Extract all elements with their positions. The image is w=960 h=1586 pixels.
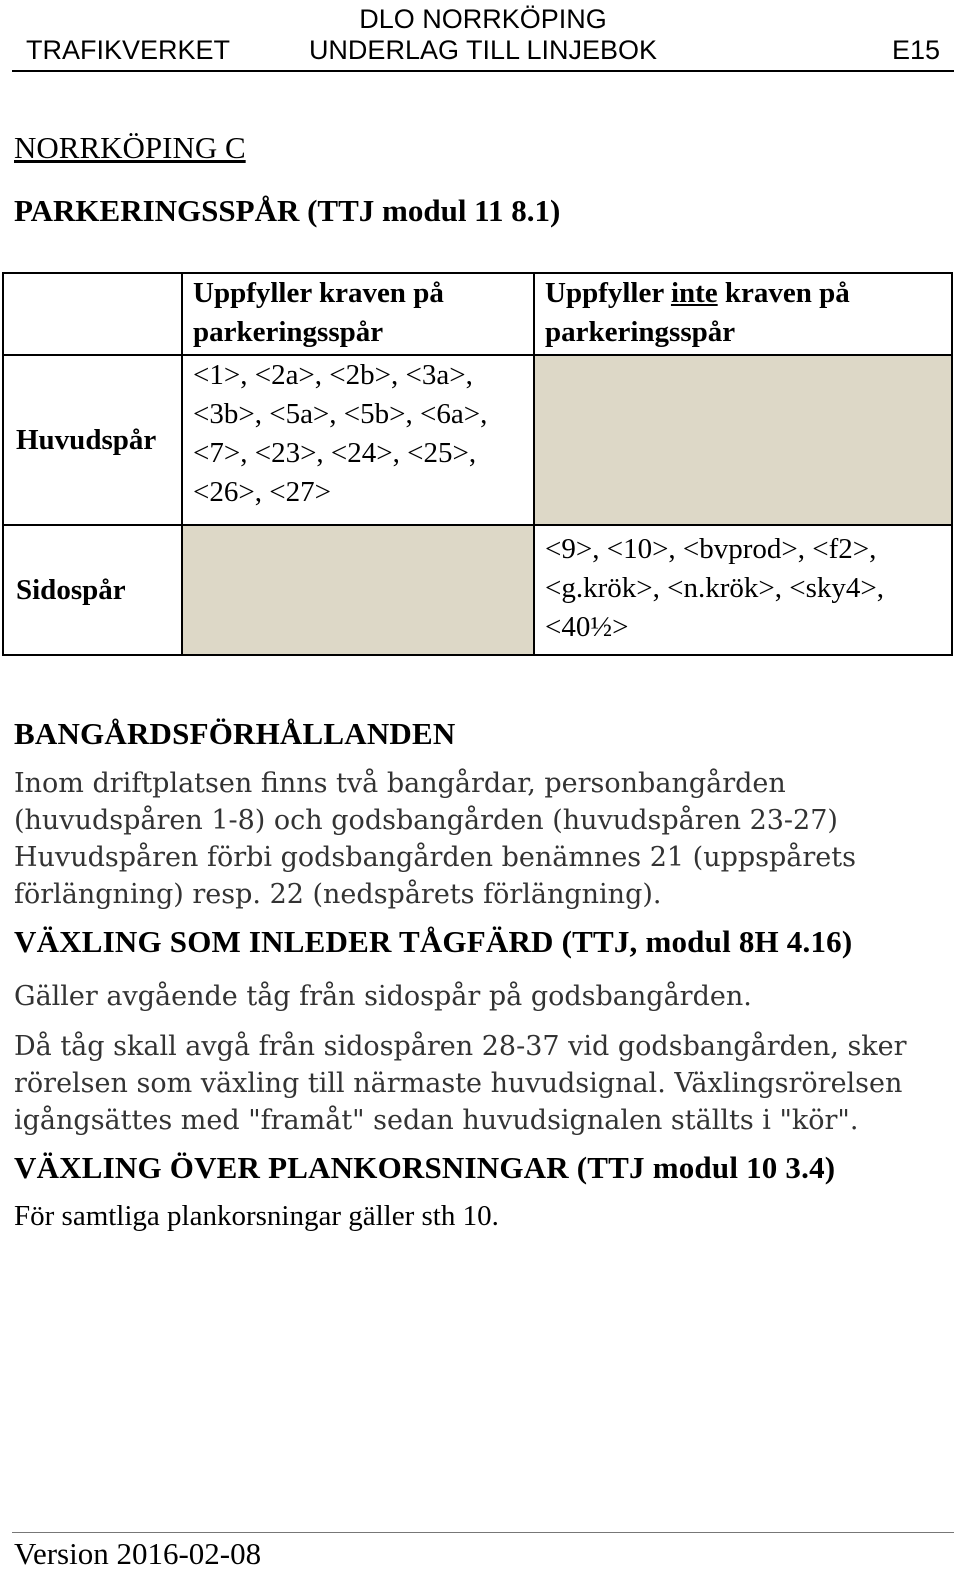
shunting-section-text-1: Gäller avgående tåg från sidospår på godsbangården. bbox=[14, 981, 752, 1012]
cell-huvudspar-meets: <1>, <2a>, <2b>, <3a>, <3b>, <5a>, <5b>, <6a>, <7>, <23>, <24>, <25>, <26>, <27> bbox=[182, 355, 534, 525]
table-row bbox=[3, 355, 952, 525]
shunting-section-text-2: Då tåg skall avgå från sidospåren 28-37 vid godsbangården, sker rörelsen som växling till närmaste huvudsignal. Växlingsrörelsen igångsättes med "framåt" sedan huvudsignalen ställts i "kör". bbox=[14, 1031, 907, 1136]
table-header-empty-cell bbox=[3, 273, 182, 355]
row-label-sidospar: Sidospår bbox=[3, 525, 182, 655]
table-row bbox=[3, 525, 952, 655]
table-header-row bbox=[3, 273, 952, 355]
header-not-meets-pre: Uppfyller bbox=[545, 277, 671, 309]
header-page-code: E15 bbox=[891, 35, 940, 65]
footer-version: Version 2016-02-08 bbox=[14, 1536, 262, 1571]
crossing-section-text: För samtliga plankorsningar gäller sth 10. bbox=[14, 1200, 499, 1232]
yard-section-title: BANGÅRDSFÖRHÅLLANDEN bbox=[14, 716, 456, 751]
footer-divider bbox=[12, 1532, 954, 1533]
parking-section-title: PARKERINGSSPÅR (TTJ modul 11 8.1) bbox=[14, 193, 561, 228]
cell-sidospar-meets bbox=[182, 525, 534, 655]
header-org-line: DLO NORRKÖPING bbox=[359, 4, 607, 34]
header-not-meets-requirements bbox=[534, 273, 952, 355]
page-header bbox=[12, 0, 954, 72]
shunting-section-title: VÄXLING SOM INLEDER TÅGFÄRD (TTJ, modul 8H 4.16) bbox=[14, 924, 853, 959]
header-not-meets-post: kraven på parkeringsspår bbox=[545, 277, 850, 348]
row-label-huvudspar: Huvudspår bbox=[3, 355, 182, 525]
crossing-section-title: VÄXLING ÖVER PLANKORSNINGAR (TTJ modul 10 3.4) bbox=[14, 1150, 836, 1185]
cell-huvudspar-not-meets bbox=[534, 355, 952, 525]
header-center: UNDERLAG TILL LINJEBOK bbox=[308, 35, 658, 65]
station-title: NORRKÖPING C bbox=[14, 130, 246, 165]
cell-sidospar-not-meets: <9>, <10>, <bvprod>, <f2>, <g.krök>, <n.krök>, <sky4>, <40½> bbox=[534, 525, 952, 655]
parking-track-table bbox=[2, 272, 953, 656]
header-left: TRAFIKVERKET bbox=[26, 35, 231, 65]
header-not-meets-underlined: inte bbox=[670, 277, 718, 309]
yard-section-text: Inom driftplatsen finns två bangårdar, personbangården (huvudspåren 1-8) och godsbangården (huvudspåren 23-27) Huvudspåren förbi godsbangården benämnes 21 (uppspårets förlängning) resp. 22 (nedspårets förlängning). bbox=[14, 768, 856, 910]
header-meets-requirements: Uppfyller kraven på parkeringsspår bbox=[182, 273, 534, 355]
